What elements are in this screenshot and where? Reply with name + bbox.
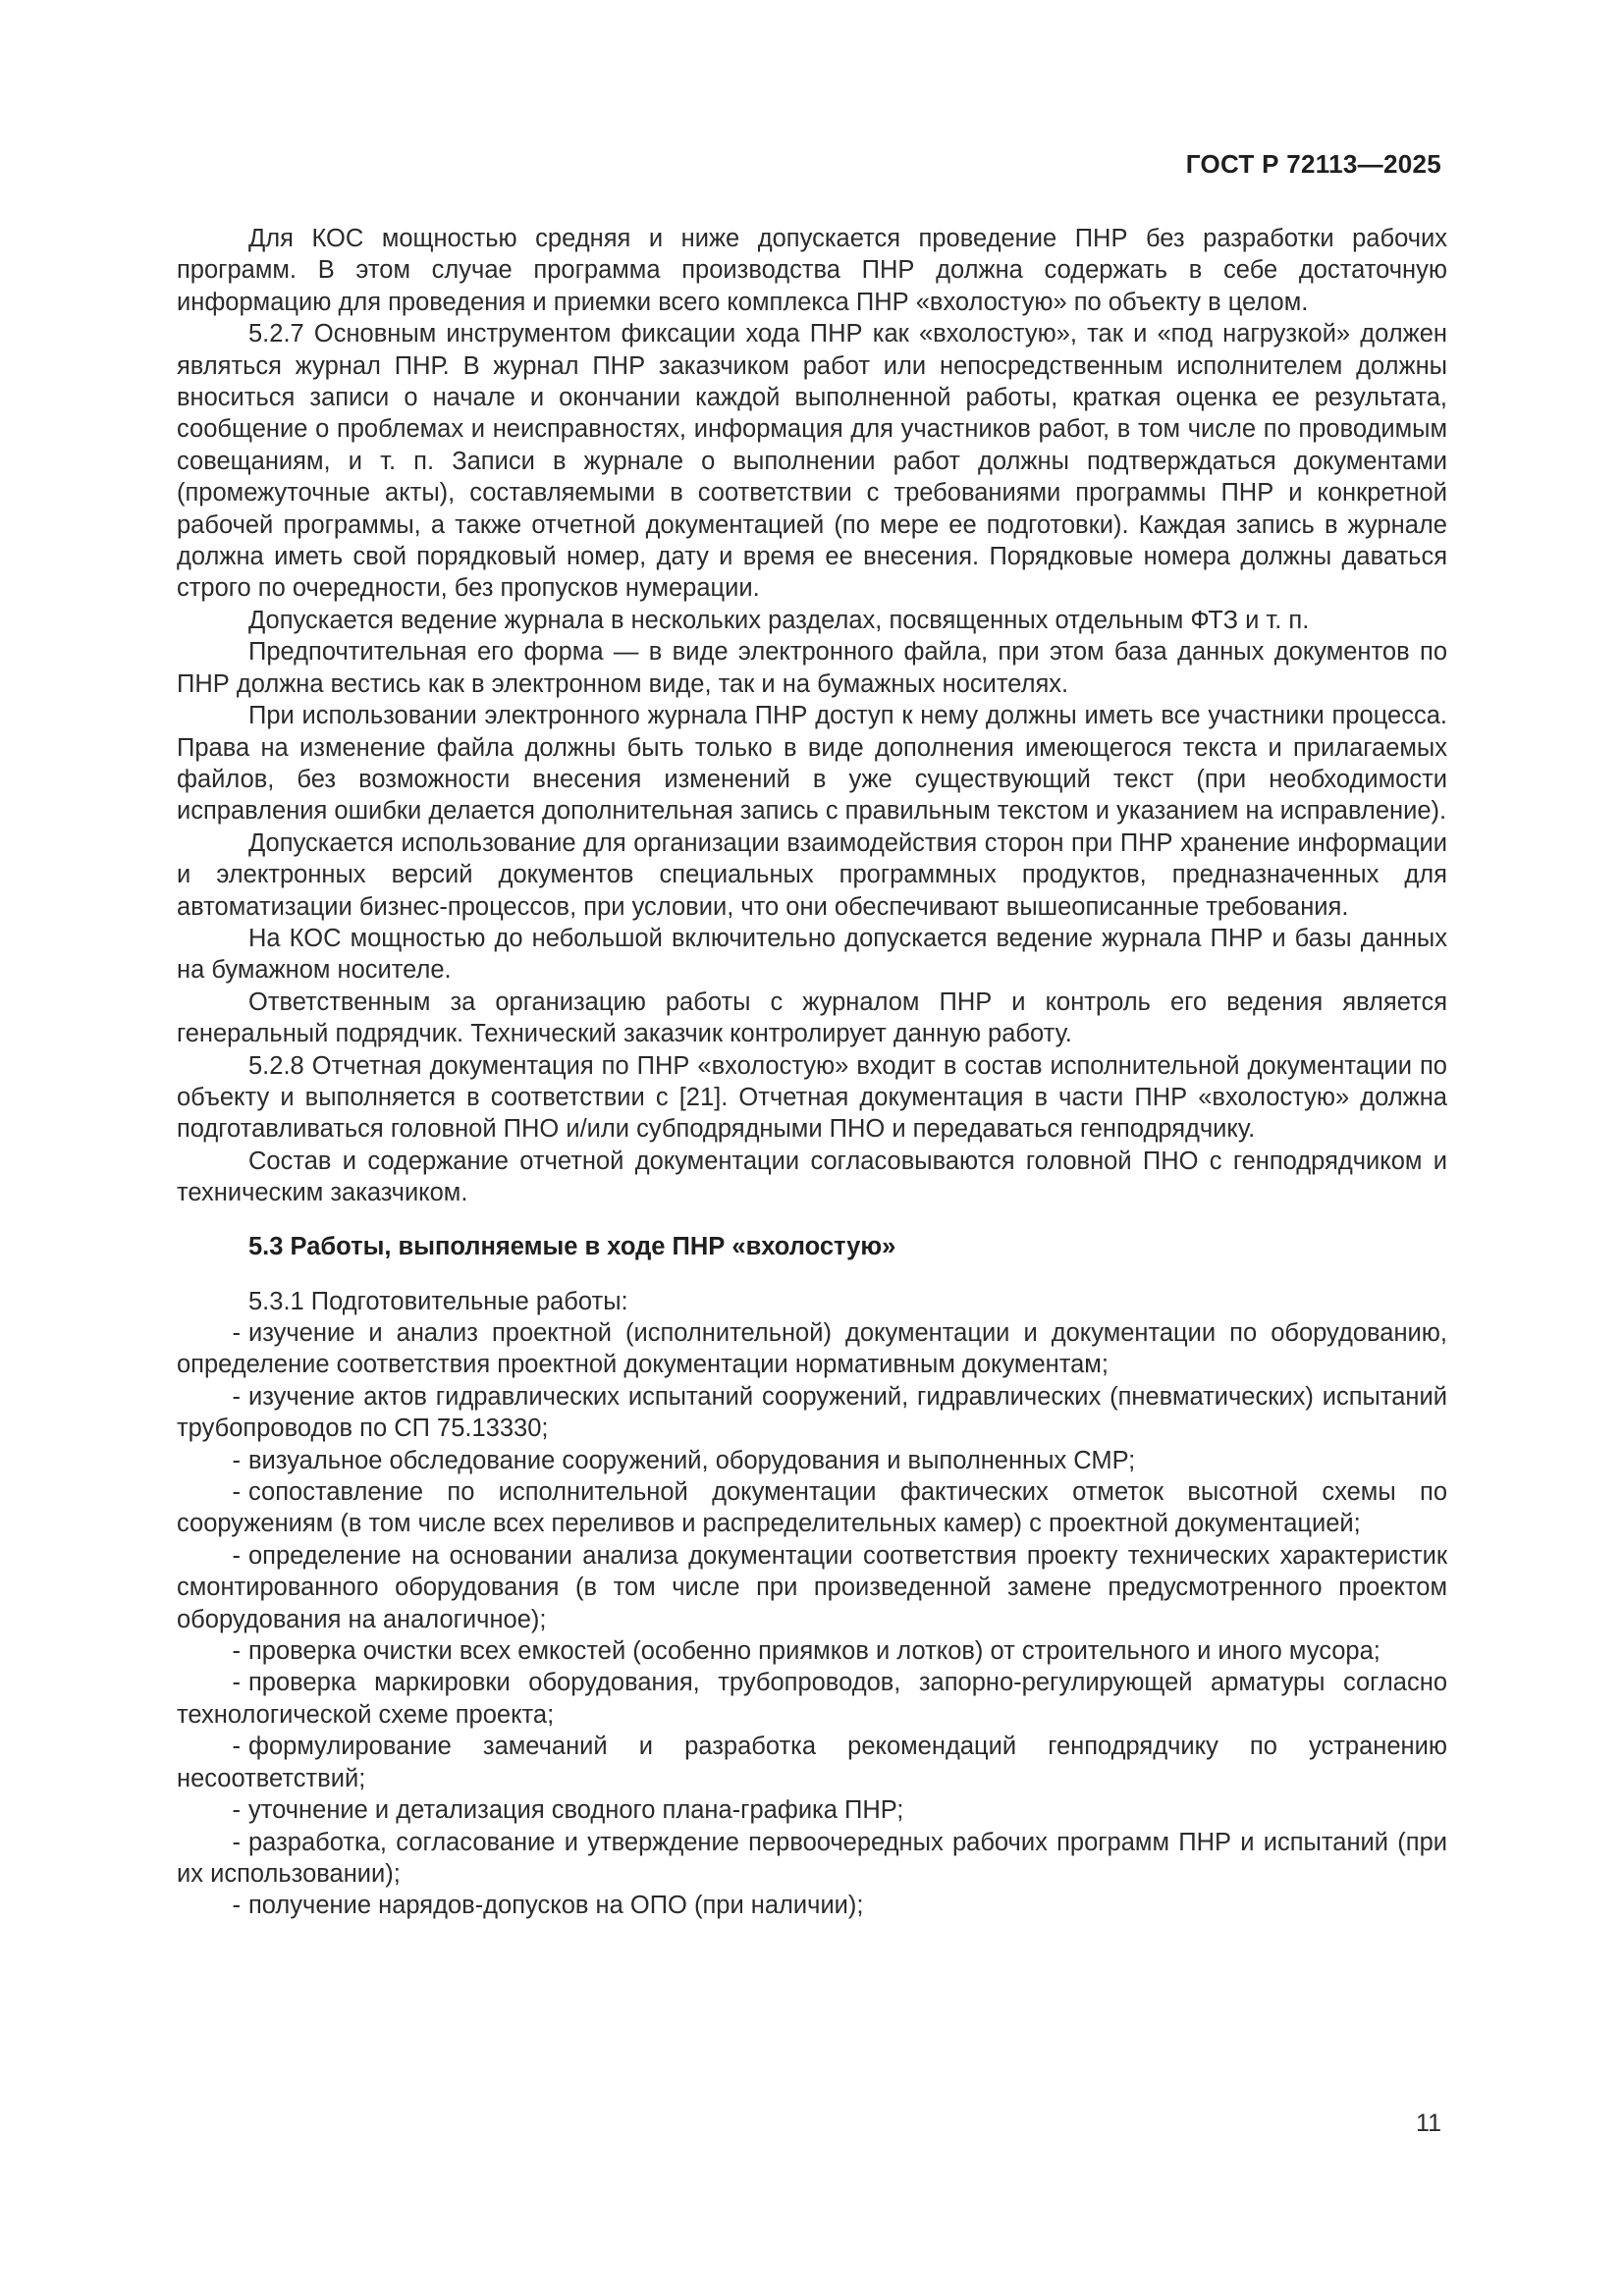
paragraph-journal-form: Предпочтительная его форма — в виде электронного файла, при этом база данных документов по ПНР должна вестись как в электронном виде, так и на бумажных носителях.	[177, 638, 1447, 698]
paragraph-5-2-8-reporting: 5.2.8 Отчетная документация по ПНР «вхолостую» входит в состав исполнительной документации по объекту и выполняется в соответствии с [21]. Отчетная документация в части ПНР «вхолостую» должна подготавливаться головной ПНО и/или субподрядными ПНО и передаваться генподрядчику.	[177, 1051, 1447, 1144]
paragraph-5-2-7-journal: 5.2.7 Основным инструментом фиксации хода ПНР как «вхолостую», так и «под нагрузкой» должен являться журнал ПНР. В журнал ПНР заказчиком работ или непосредственным исполнителем должны вноситься записи о начале и окончании каждой выполненной работы, краткая оценка ее результата, сообщение о проблемах и неисправностях, информация для участников работ, в том числе по проводимым совещаниям, и т. п. Записи в журнале о выполнении работ должны подтверждаться документами (промежуточные акты), составляемыми в соответствии с требованиями программы ПНР и конкретной рабочей программы, а также отчетной документацией (по мере ее подготовки). Каждая запись в журнале должна иметь свой порядковый номер, дату и время ее внесения. Порядковые номера должны даваться строго по очередности, без пропусков нумерации.	[177, 320, 1447, 603]
list-item-text: определение на основании анализа документации соответствия проекту технических характеристик смонтированного оборудования (в том числе при произведенной замене предусмотренного проектом оборудования на аналогичное);	[177, 1541, 1447, 1633]
list-item	[177, 1827, 1447, 1891]
list-item	[177, 1635, 1447, 1667]
paragraph-reporting-approval: Состав и содержание отчетной документации согласовываются головной ПНО с генподрядчиком и техническим заказчиком.	[177, 1147, 1447, 1207]
paragraph-journal-sections: Допускается ведение журнала в нескольких разделах, посвященных отдельным ФТЗ и т. п.	[248, 606, 1310, 634]
section-heading-5-3: 5.3 Работы, выполняемые в ходе ПНР «вхолостую»	[248, 1232, 896, 1260]
paragraph-electronic-journal-access: При использовании электронного журнала ПНР доступ к нему должны иметь все участники процесса. Права на изменение файла должны быть только в виде дополнения имеющегося текста и прилагаемых файлов, без возможности внесения изменений в уже существующий текст (при необходимости исправления ошибки делается дополнительная запись с правильным текстом и указанием на исправление).	[177, 702, 1447, 826]
list-dash: -	[232, 1446, 241, 1474]
list-dash: -	[232, 1733, 241, 1761]
list-dash: -	[232, 1828, 241, 1856]
list-item-text: сопоставление по исполнительной документации фактических отметок высотной схемы по сооружениям (в том числе всех переливов и распределительных камер) с проектной документацией;	[177, 1478, 1447, 1538]
list-item-text: визуальное обследование сооружений, оборудования и выполненных СМР;	[248, 1446, 1136, 1474]
list-item	[177, 1731, 1447, 1794]
list-item-text: изучение и анализ проектной (исполнительной) документации и документации по оборудованию, определение соответствия проектной документации нормативным документам;	[177, 1319, 1447, 1379]
list-dash: -	[232, 1892, 241, 1920]
list-item	[177, 1476, 1447, 1540]
list-dash: -	[232, 1382, 241, 1411]
paragraph-paper-journal: На КОС мощностью до небольшой включительно допускается ведение журнала ПНР и базы данных на бумажном носителе.	[177, 924, 1447, 985]
list-dash: -	[232, 1669, 241, 1697]
list-item	[177, 1794, 1447, 1826]
list-item-text: проверка очистки всех емкостей (особенно приямков и лотков) от строительного и иного мусора;	[248, 1637, 1380, 1666]
list-dash: -	[232, 1319, 241, 1347]
document-code-header: ГОСТ Р 72113—2025	[1185, 149, 1441, 179]
list-item	[177, 1890, 1447, 1921]
list-item	[177, 1317, 1447, 1381]
list-item	[177, 1667, 1447, 1731]
list-item	[177, 1381, 1447, 1445]
list-dash: -	[232, 1637, 241, 1666]
document-body	[177, 223, 1447, 1922]
list-item-text: разработка, согласование и утверждение первоочередных рабочих программ ПНР и испытаний (при их использовании);	[177, 1828, 1447, 1888]
list-item	[177, 1445, 1447, 1476]
list-item-text: уточнение и детализация сводного плана-графика ПНР;	[248, 1796, 904, 1825]
list-dash: -	[232, 1796, 241, 1825]
list-dash: -	[232, 1541, 241, 1570]
paragraph-kos-work-programs: Для КОС мощностью средняя и ниже допускается проведение ПНР без разработки рабочих программ. В этом случае программа производства ПНР должна содержать в себе достаточную информацию для проведения и приемки всего комплекса ПНР «вхолостую» по объекту в целом.	[177, 225, 1447, 316]
list-item-text: получение нарядов-допусков на ОПО (при наличии);	[248, 1892, 864, 1920]
list-item-text: изучение актов гидравлических испытаний сооружений, гидравлических (пневматических) испытаний трубопроводов по СП 75.13330;	[177, 1382, 1447, 1443]
page-number: 11	[1416, 2109, 1441, 2137]
list-dash: -	[232, 1478, 241, 1507]
list-item-text: проверка маркировки оборудования, трубопроводов, запорно-регулирующей арматуры согласно технологической схеме проекта;	[177, 1669, 1447, 1729]
list-item-text: формулирование замечаний и разработка рекомендаций генподрядчику по устранению несоответствий;	[177, 1733, 1447, 1792]
paragraph-5-3-1-intro: 5.3.1 Подготовительные работы:	[248, 1287, 628, 1315]
paragraph-responsible-party: Ответственным за организацию работы с журналом ПНР и контроль его ведения является генеральный подрядчик. Технический заказчик контролирует данную работу.	[177, 988, 1447, 1048]
list-item	[177, 1540, 1447, 1635]
paragraph-software-products: Допускается использование для организации взаимодействия сторон при ПНР хранение информации и электронных версий документов специальных программных продуктов, предназначенных для автоматизации бизнес-процессов, при условии, что они обеспечивают вышеописанные требования.	[177, 828, 1447, 921]
